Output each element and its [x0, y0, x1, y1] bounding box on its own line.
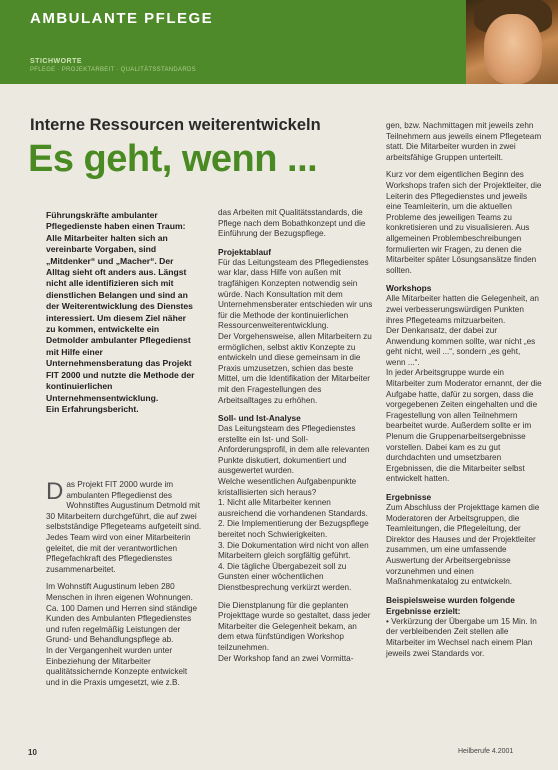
column-2: [218, 208, 374, 664]
paragraph: Alle Mitarbeiter hatten die Gelegenheit, an zwei verbesserungswürdigen Punkten ihres Pflegeteams mitzuarbeiten.: [386, 294, 539, 325]
rubric-label: STICHWORTE: [30, 58, 83, 65]
paragraph: In jeder Arbeitsgruppe wurde ein Mitarbeiter zum Moderator ernannt, der die Aufgabe hatte, dafür zu sorgen, dass die vorgegebenen Zeiten eingehalten und die Fragestellung von allen Teilnehmern bearbeitet wurde. Außerdem sollte er im Plenum die Gruppenarbeitsergebnisse vorstellen. Dabei kam es zu gut durchdachten und umsetzbaren Ergebnissen, die die Mitarbeiter selbst entwickelt hatten.: [386, 368, 542, 484]
lead-end: Ein Erfahrungsbericht.: [46, 403, 139, 414]
article-kicker: Interne Ressourcen weiterentwickeln: [30, 116, 321, 134]
photo-face: [484, 14, 542, 84]
paragraph: Für das Leitungsteam des Pflegedienstes war klar, dass Hilfe von außen mit tragfähigen Konzepten notwendig sein würde. Nach Konsultation mit dem Unternehmensberater entschieden wir uns für die Methode der kontinuierlichen Ressourcenweiterentwicklung.: [218, 257, 373, 331]
drop-cap: D: [46, 478, 64, 505]
subheading-ergebnisse: Ergebnisse: [386, 492, 432, 502]
rubric-keywords: PFLEGE · PROJEKTARBEIT · QUALITÄTSSTANDARDS: [30, 67, 196, 73]
paragraph: Das Leitungsteam des Pflegedienstes erstellte ein Ist- und Soll-Anforderungsprofil, in dem alle relevanten Punkte diskutiert, dokumentiert und ausgewertet wurden.: [218, 424, 370, 476]
paragraph: Jedes Team wird von einer Mitarbeiterin geleitet, die mit der verantwortlichen Pflegefachkraft des Pflegedienstes zusammenarbeitet.: [46, 532, 191, 574]
paragraph-text: as Projekt FIT 2000 wurde im ambulanten Pflegedienst des Wohnstiftes Augustinum Detmold mit 30 Mitarbeitern durchgeführt, die auf zwei selbstständige Pflegeteams aufgeteilt sind.: [46, 480, 202, 532]
magazine-issue: Heilberufe 4.2001: [458, 748, 514, 755]
paragraph: In der Vergangenheit wurden unter Einbeziehung der Mitarbeiter qualitätssichernde Konzepte entwickelt und in die Praxis umgesetzt, wie z.B.: [46, 645, 188, 687]
paragraph: Kurz vor dem eigentlichen Beginn des Workshops trafen sich der Projektleiter, die Leiterin des Pflegedienstes und jeweils eine Teamleiterin, um die aktuellen Probleme des jeweiligen Teams zu konkretisieren und zu visualisieren. Aus allgemeinen Problembeschreibungen formulierten wir Fragen, zu denen die Mitarbeiter später Lösungsansätze finden sollten.: [386, 170, 542, 275]
paragraph: [46, 480, 202, 533]
paragraph: Die Dienstplanung für die geplanten Projekttage wurde so gestaltet, dass jeder Mitarbeiter die Gelegenheit bekam, an dem etwa fünfstündigen Workshop teilzunehmen.: [218, 600, 371, 652]
paragraph: Der Workshop fand an zwei Vormitta-: [218, 653, 354, 663]
paragraph: Der Vorgehensweise, allen Mitarbeitern zu ermöglichen, selbst aktiv Konzepte zu entwickeln und diese gemeinsam in die Praxis umzusetzen, schien das beste Mittel, um die Identifikation der Mitarbeiter mit den Fragestellungen des Arbeitsalltages zu erhöhen.: [218, 331, 372, 405]
page-number: 10: [28, 748, 37, 757]
list-item: 1. Nicht alle Mitarbeiter kennen ausreichend die vorhandenen Standards.: [218, 498, 368, 518]
article-lead: [46, 210, 196, 415]
subheading-workshops: Workshops: [386, 283, 432, 294]
list-item: 4. Die tägliche Übergabezeit soll zu Gunsten einer wöchentlichen Dienstbesprechung verkürzt werden.: [218, 561, 352, 592]
column-3: [386, 121, 542, 659]
paragraph: Der Denkansatz, der dabei zur Anwendung kommen sollte, war nicht „es geht nicht, weil ...“, sondern „es geht, wenn ...“.: [386, 326, 536, 367]
list-item: • Verkürzung der Übergabe um 15 Min. In der verbleibenden Zeit stellen alle Mitarbeiter im Wechsel nach einem Plan jeweils zwei Standards vor.: [386, 616, 537, 658]
paragraph: das Arbeiten mit Qualitätsstandards, die Pflege nach dem Bobathkonzept und die Einführung der Bezugspflege.: [218, 208, 366, 239]
paragraph: Welche wesentlichen Aufgabenpunkte kristallisierten sich heraus?: [218, 477, 357, 497]
subheading-projektablauf: Projektablauf: [218, 246, 272, 257]
section-title: AMBULANTE PFLEGE: [30, 10, 214, 27]
paragraph: gen, bzw. Nachmittagen mit jeweils zehn Teilnehmern aus jeweils einem Pflegeteam statt. Die Mitarbeiter wurden in zwei arbeitsfähige Gruppen unterteilt.: [386, 121, 542, 162]
paragraph: Zum Abschluss der Projekttage kamen die Moderatoren der Arbeitsgruppen, die Teamleitungen, die Pflegeleitung, der Direktor des Hauses und der Projektleiter zusammen, um eine umfassende Auswertung der Arbeitsergebnisse vorzunehmen und einen Maßnahmenkatalog zu entwickeln.: [386, 503, 540, 587]
author-photo: [466, 0, 558, 84]
article-headline: Es geht, wenn ...: [28, 138, 318, 180]
list-item: 2. Die Implementierung der Bezugspflege bereitet noch Schwierigkeiten.: [218, 519, 369, 540]
subheading-soll-ist: Soll- und Ist-Analyse: [218, 413, 301, 424]
list-item: 3. Die Dokumentation wird nicht von allen Mitarbeitern gleich sorgfältig geführt.: [218, 540, 369, 561]
paragraph: Im Wohnstift Augustinum leben 280 Menschen in ihren eigenen Wohnungen. Ca. 100 Damen und Herren sind ständige Kunden des Ambulanten Pflegedienstes und rufen regelmäßig Leistungen der Grund- und Behandlungspflege ab.: [46, 582, 198, 645]
lead-text: Führungskräfte ambulanter Pflegedienste haben einen Traum: Alle Mitarbeiter halten sich an vereinbarte Vorgaben, sind „Mitdenker“ und „Macher“. Der Alltag sieht oft anders aus. Längst nicht alle identifizieren sich mit dienstlichen Belangen und sind an der Weiterentwicklung des Dienstes interessiert. Um diesem Ziel näher zu kommen, entwickelte ein Detmolder ambulanter Pflegedienst mit Hilfe einer Unternehmensberatung das Projekt FIT 2000 und nutzte die Methode der kontinuierlichen Unternehmensentwicklung.: [46, 210, 195, 403]
column-1: [46, 480, 202, 688]
subheading-beispiele: Beispielsweise wurden folgende Ergebnisse erzielt:: [386, 594, 515, 616]
